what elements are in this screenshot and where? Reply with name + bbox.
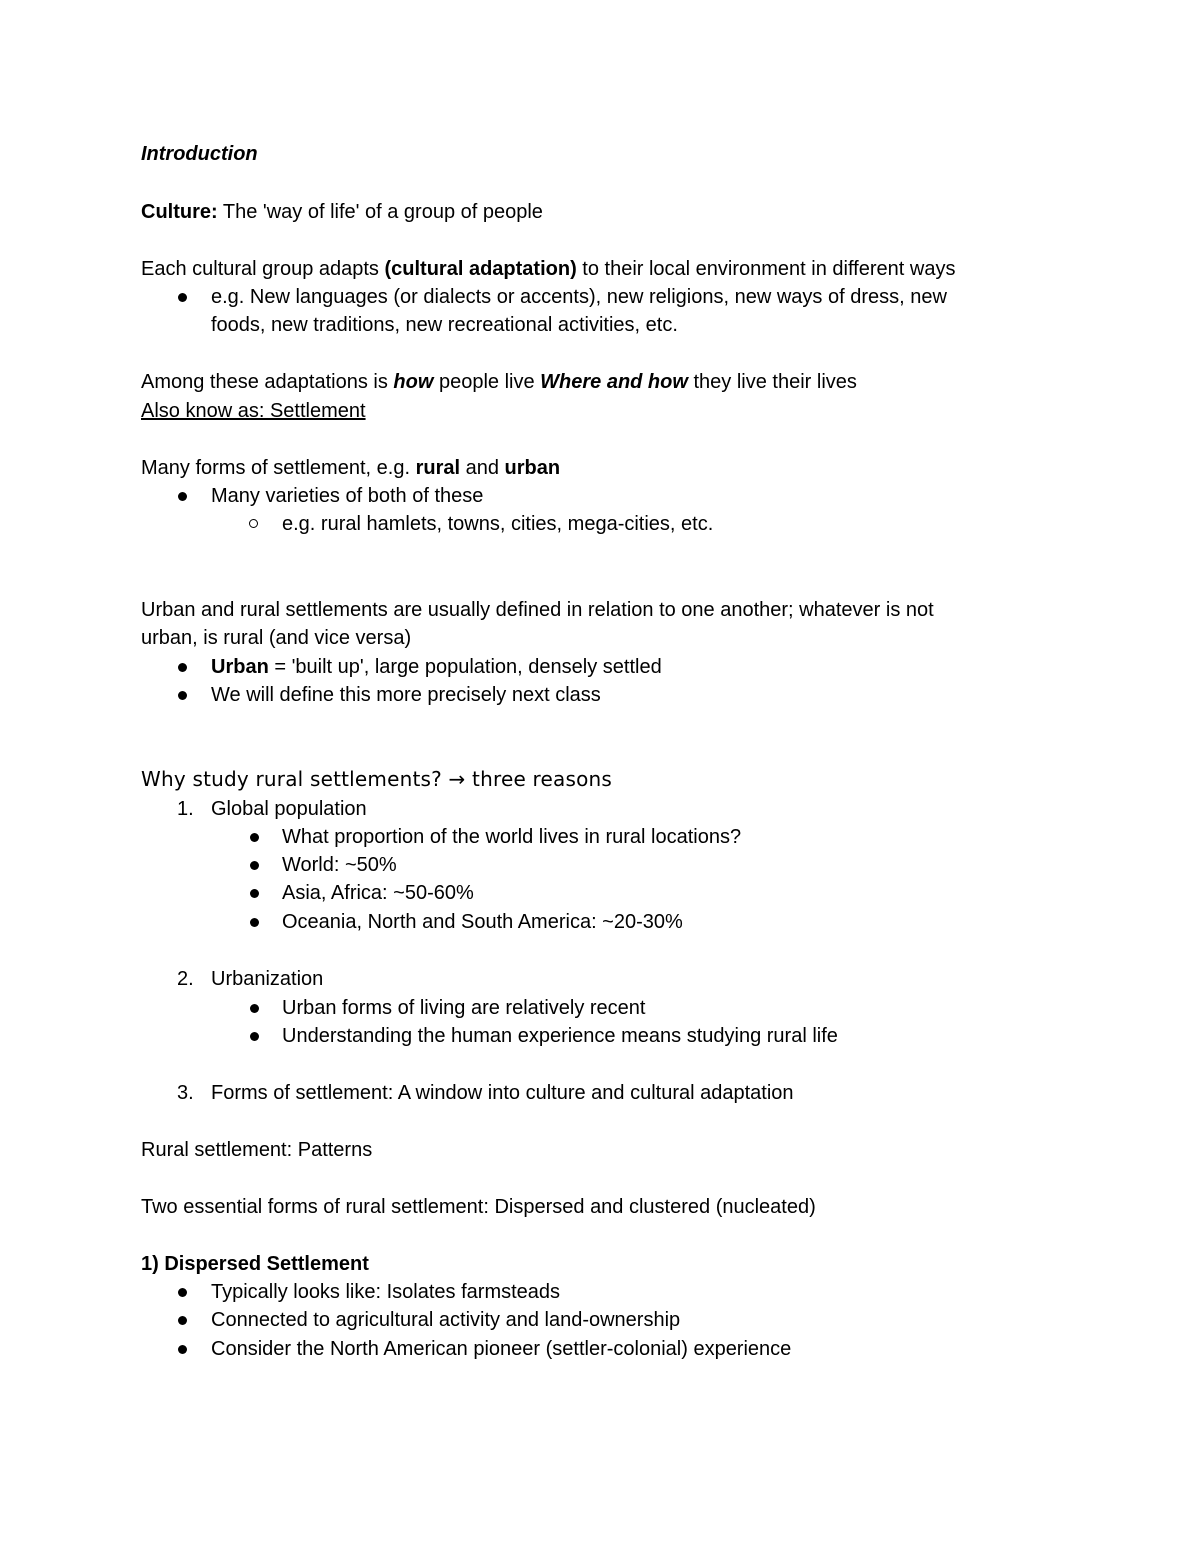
forms-bold-rural: rural xyxy=(415,457,461,479)
among-text-1: Among these adaptations is xyxy=(141,371,394,393)
urban-definition: = 'built up', large population, densely settled xyxy=(268,656,662,678)
among-text-3: they live their lives xyxy=(687,371,857,393)
forms-text-2: and xyxy=(460,457,505,479)
list-number: 1. xyxy=(177,798,194,820)
among-emph-how: how xyxy=(393,371,434,393)
among-paragraph xyxy=(141,370,857,394)
dispersed-bullet-1: Typically looks like: Isolates farmsteads xyxy=(211,1281,561,1303)
among-emph-where: Where and how xyxy=(540,371,688,393)
two-forms-line: Two essential forms of rural settlement: Dispersed and clustered (nucleated) xyxy=(141,1196,816,1218)
forms-text-1: Many forms of settlement, e.g. xyxy=(141,457,416,479)
forms-bold-urban: urban xyxy=(504,457,561,479)
why-item-1-label: Global population xyxy=(211,798,367,820)
bullet-icon xyxy=(178,293,187,302)
also-known-as: Also know as: Settlement xyxy=(141,400,366,422)
forms-paragraph xyxy=(141,456,560,480)
hollow-bullet-icon xyxy=(249,519,258,528)
why-heading: Why study rural settlements? → three reasons xyxy=(141,767,613,791)
culture-text: The 'way of life' of a group of people xyxy=(217,201,543,223)
among-text-2: people live xyxy=(433,371,541,393)
why-item-1-bullet-2: World: ~50% xyxy=(282,854,397,876)
dispersed-bullet-2: Connected to agricultural activity and land-ownership xyxy=(211,1309,681,1331)
bullet-icon xyxy=(250,861,259,870)
bullet-icon xyxy=(178,1345,187,1354)
bullet-icon xyxy=(178,492,187,501)
patterns-line: Rural settlement: Patterns xyxy=(141,1139,373,1161)
dispersed-heading: 1) Dispersed Settlement xyxy=(141,1253,369,1275)
bullet-icon xyxy=(178,663,187,672)
urban-rural-line2: urban, is rural (and vice versa) xyxy=(141,627,412,649)
list-number: 2. xyxy=(177,968,194,990)
why-item-1-bullet-1: What proportion of the world lives in rural locations? xyxy=(282,826,742,848)
forms-bullet-1: Many varieties of both of these xyxy=(211,485,484,507)
adapts-paragraph xyxy=(141,257,955,281)
adapts-text-2: to their local environment in different ways xyxy=(576,258,956,280)
list-number: 3. xyxy=(177,1082,194,1104)
dispersed-bullet-3: Consider the North American pioneer (settler-colonial) experience xyxy=(211,1338,792,1360)
urban-bullet-1 xyxy=(211,655,662,679)
bullet-icon xyxy=(250,918,259,927)
adapts-bullet-line1: e.g. New languages (or dialects or accents), new religions, new ways of dress, new xyxy=(211,286,947,308)
why-item-2-label: Urbanization xyxy=(211,968,324,990)
why-item-1-bullet-3: Asia, Africa: ~50-60% xyxy=(282,882,474,904)
why-item-3-label: Forms of settlement: A window into culture and cultural adaptation xyxy=(211,1082,794,1104)
culture-term: Culture: xyxy=(141,201,218,223)
bullet-icon xyxy=(178,1316,187,1325)
culture-definition xyxy=(141,200,543,224)
why-item-1-bullet-4: Oceania, North and South America: ~20-30% xyxy=(282,911,683,933)
adapts-text-1: Each cultural group adapts xyxy=(141,258,385,280)
intro-title: Introduction xyxy=(141,143,258,165)
urban-rural-line1: Urban and rural settlements are usually defined in relation to one another; whatever is not xyxy=(141,599,934,621)
forms-sub-bullet-1: e.g. rural hamlets, towns, cities, mega-cities, etc. xyxy=(282,513,714,535)
urban-bullet-2: We will define this more precisely next class xyxy=(211,684,601,706)
adapts-bullet-line2: foods, new traditions, new recreational activities, etc. xyxy=(211,314,678,336)
adapts-bold: (cultural adaptation) xyxy=(384,258,577,280)
bullet-icon xyxy=(178,691,187,700)
bullet-icon xyxy=(250,833,259,842)
bullet-icon xyxy=(178,1288,187,1297)
bullet-icon xyxy=(250,1004,259,1013)
urban-term: Urban xyxy=(211,656,269,678)
bullet-icon xyxy=(250,889,259,898)
bullet-icon xyxy=(250,1032,259,1041)
why-item-2-bullet-1: Urban forms of living are relatively recent xyxy=(282,997,646,1019)
why-item-2-bullet-2: Understanding the human experience means studying rural life xyxy=(282,1025,838,1047)
